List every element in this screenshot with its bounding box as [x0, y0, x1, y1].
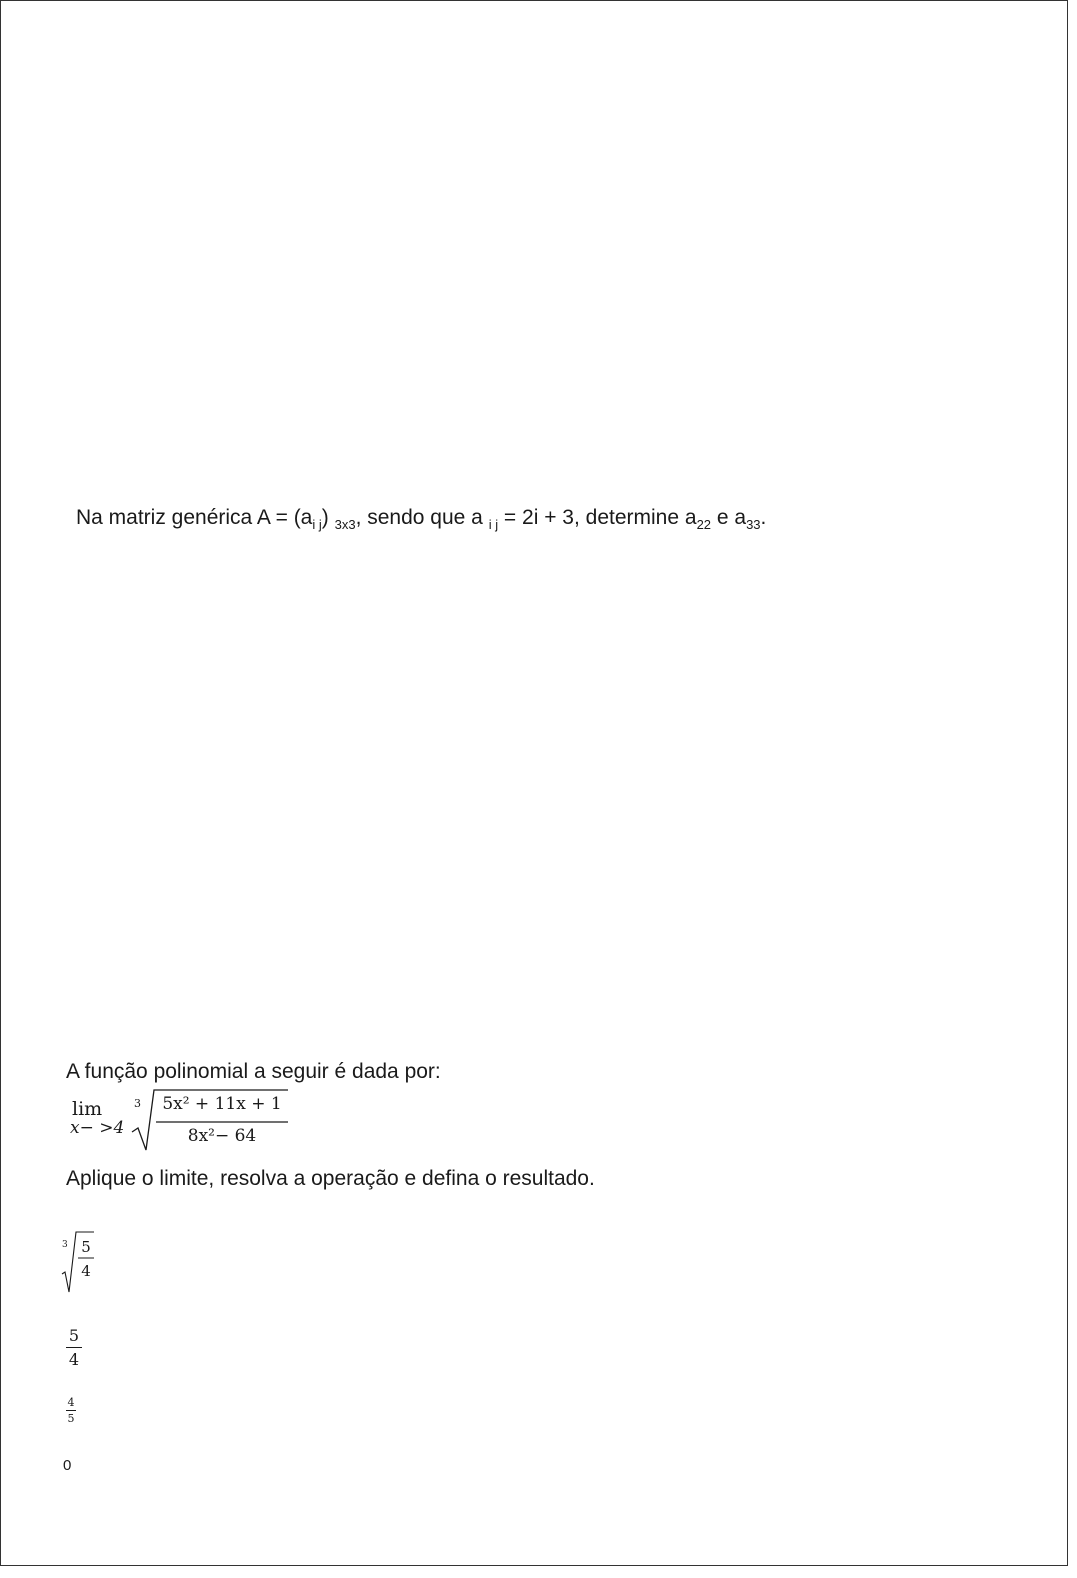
subscript-ij: i j — [312, 517, 322, 532]
question-2-title: A função polinomial a seguir é dada por: — [66, 1060, 441, 1083]
option-a-root-index: 3 — [62, 1240, 68, 1250]
subscript-ij-2: i j — [488, 517, 499, 532]
option-c-numerator: 4 — [67, 1396, 75, 1409]
option-b-fraction[interactable] — [66, 1326, 82, 1369]
subscript-22: 22 — [696, 517, 712, 532]
lim-label: lim — [72, 1098, 103, 1120]
subscript-33: 33 — [746, 517, 761, 532]
option-c-fraction[interactable] — [66, 1396, 76, 1425]
option-d-zero[interactable]: 0 — [63, 1457, 72, 1474]
option-b-fraction-bar — [66, 1347, 82, 1348]
formula-numerator: 5x² + 11x + 1 — [162, 1094, 282, 1114]
limit-formula — [66, 1088, 296, 1154]
option-c-denominator: 5 — [67, 1412, 75, 1425]
question-2-prompt: Aplique o limite, resolva a operação e defina o resultado. — [66, 1167, 595, 1190]
option-a-numerator: 5 — [81, 1238, 91, 1256]
option-c-fraction-bar — [66, 1410, 76, 1411]
option-a-cube-root-5-over-4[interactable] — [60, 1230, 100, 1296]
lim-subscript: x− >4 — [70, 1118, 125, 1138]
question-1-text: Na matriz genérica $A = (a_{i j})$ $_{3x3}$, sendo que a $_{i j}$ = 2i + 3, determine $a_{22}$ e $a_{33}$. — [76, 506, 767, 532]
formula-denominator: 8x²− 64 — [187, 1126, 257, 1146]
option-a-denominator: 4 — [81, 1262, 91, 1280]
root-index: 3 — [134, 1097, 141, 1110]
subscript-order: 3x3 — [334, 517, 356, 532]
option-b-numerator: 5 — [68, 1326, 80, 1345]
option-b-denominator: 4 — [68, 1350, 80, 1369]
